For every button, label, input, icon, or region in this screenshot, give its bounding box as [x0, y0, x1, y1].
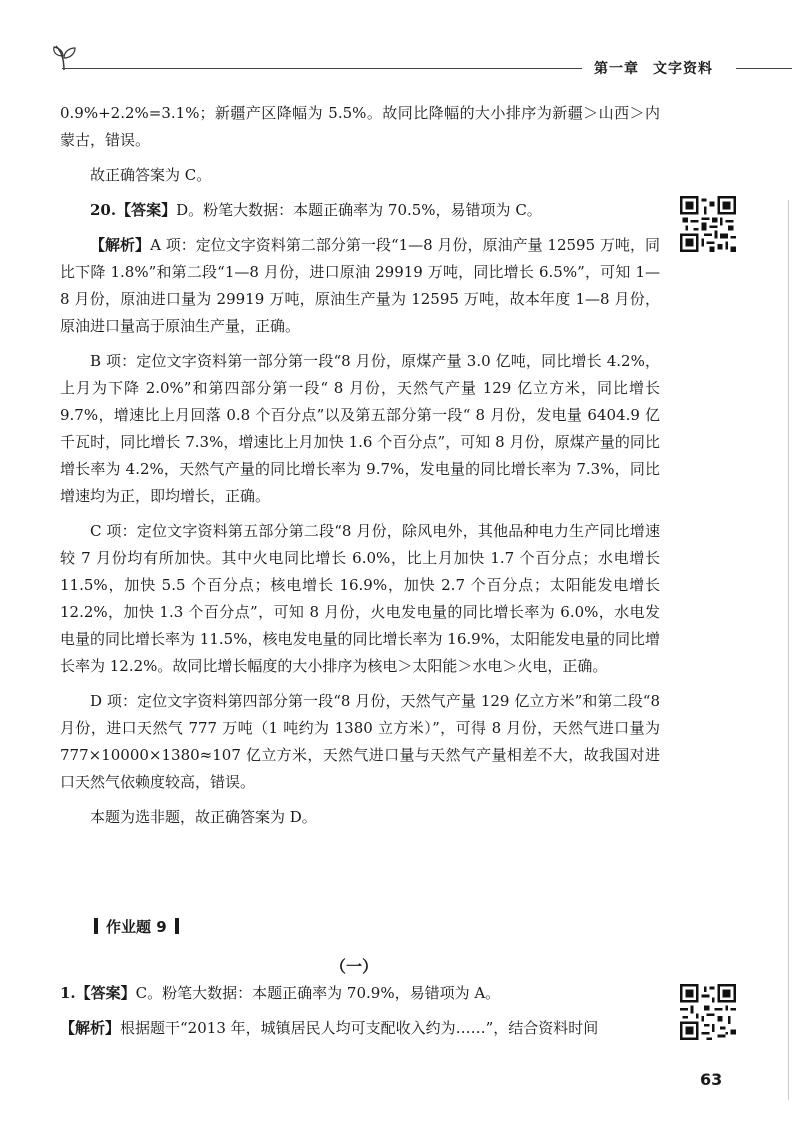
sub-heading: （一）	[330, 957, 379, 976]
page-header	[0, 0, 800, 90]
chapter-number: 第一章	[594, 61, 639, 77]
paragraph: 本题为选非题，故正确答案为 D。	[90, 808, 317, 826]
page-edge	[788, 200, 789, 1100]
analysis-tag: 【解析】	[60, 1019, 121, 1037]
analysis-1: 【解析】根据题干“2013 年，城镇居民人均可支配收入约为……”，结合资料时间	[60, 1019, 599, 1037]
answer-body	[60, 100, 660, 839]
section-bar-left	[94, 918, 98, 934]
qr-code-icon[interactable]	[680, 196, 736, 252]
page-number: 63	[700, 1070, 723, 1089]
analysis-tag: 【解析】	[90, 236, 151, 254]
answer-1: 1.【答案】C。粉笔大数据：本题正确率为 70.9%，易错项为 A。	[60, 984, 501, 1002]
section-bar-right	[175, 918, 179, 934]
chapter-title: 文字资料	[653, 61, 713, 77]
analysis-c: C 项：定位文字资料第五部分第二段“8 月份，除风电外，其他品种电力生产同比增速较 7 月份均有所加快。其中火电同比增长 6.0%，比上月加快 1.7 个百分点；水电增长 11.5%，加快 5.5 个百分点；核电增长 16.9%，加快 2.7 个百分点；太阳能发电增长 12.2%，加快 1.3 个百分点”，可知 8 月份，火电发电量的同比增长率为 6.0%，水电发电量的同比增长率为 11.5%，核电发电量的同比增长率为 16.9%，太阳能发电量的同比增长率为 12.2%。故同比增长幅度的大小排序为核电＞太阳能＞水电＞火电，正确。	[60, 522, 660, 675]
answer-tag: 1.【答案】	[60, 984, 136, 1002]
header-rule-right	[736, 68, 792, 69]
homework-body	[60, 980, 660, 1050]
chapter-label	[594, 58, 713, 78]
analysis-d: D 项：定位文字资料第四部分第一段“8 月份，天然气产量 129 亿立方米”和第二段“8 月份，进口天然气 777 万吨（1 吨约为 1380 立方米）”，可得 8 月份，天然气进口量为 777×10000×1380≈107 亿立方米，天然气进口量与天然气产量相差不大，故我国对进口天然气依赖度较高，错误。	[60, 692, 660, 791]
qr-code-icon[interactable]	[680, 984, 736, 1040]
paragraph: 0.9%+2.2%=3.1%；新疆产区降幅为 5.5%。故同比降幅的大小排序为新疆＞山西＞内蒙古，错误。	[60, 104, 660, 149]
analysis-b: B 项：定位文字资料第一部分第一段“8 月份，原煤产量 3.0 亿吨，同比增长 4.2%，上月为下降 2.0%”和第四部分第一段“ 8 月份，天然气产量 129 亿立方米，同比增长 9.7%，增速比上月回落 0.8 个百分点”以及第五部分第一段“ 8 月份，发电量 6404.9 亿千瓦时，同比增长 7.3%，增速比上月加快 1.6 个百分点”，可知 8 月份，原煤产量的同比增长率为 4.2%，天然气产量的同比增长率为 9.7%，发电量的同比增长率为 7.3%，同比增速均为正，即均增长，正确。	[60, 352, 660, 505]
answer-20: 20.【答案】D。粉笔大数据：本题正确率为 70.5%，易错项为 C。	[90, 201, 542, 219]
analysis-a: 【解析】A 项：定位文字资料第二部分第一段“1—8 月份，原油产量 12595 万吨，同比下降 1.8%”和第二段“1—8 月份，进口原油 29919 万吨，同比增长 6.5%”，可知 1—8 月份，原油进口量为 29919 万吨，原油生产量为 12595 万吨，故本年度 1—8 月份，原油进口量高于原油生产量，正确。	[60, 236, 660, 335]
section-title: 作业题 9	[86, 916, 187, 937]
header-rule-left	[62, 68, 582, 69]
answer-tag: 20.【答案】	[90, 201, 177, 219]
paragraph: 故正确答案为 C。	[90, 166, 212, 184]
